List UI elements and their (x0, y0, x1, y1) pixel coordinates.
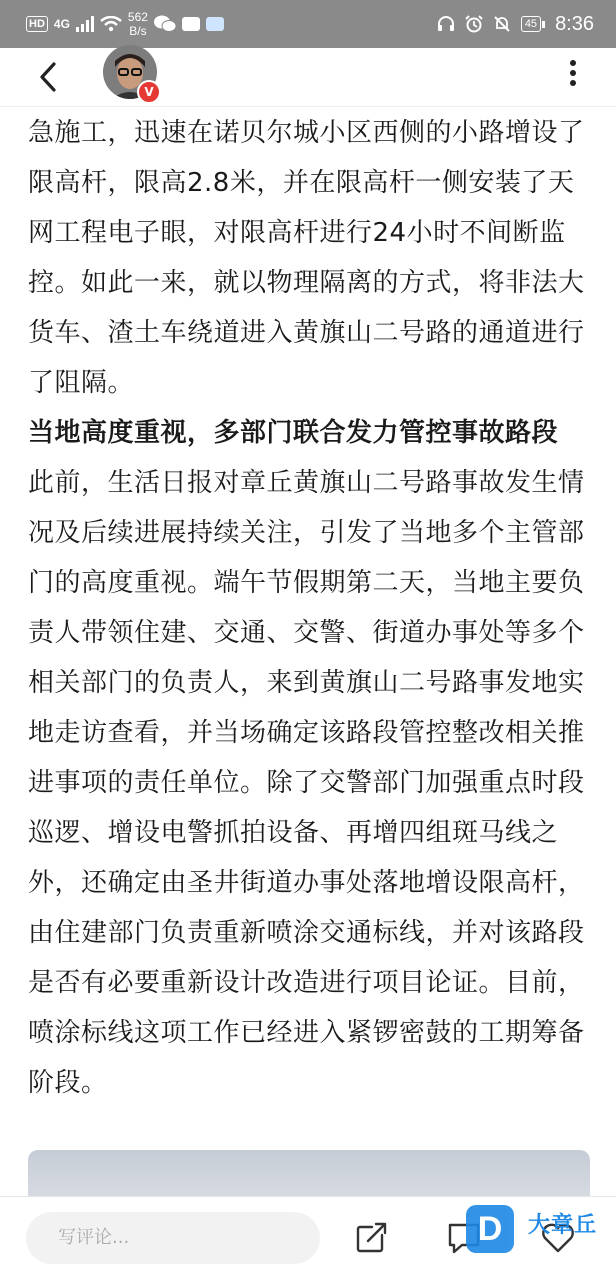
watermark-text: 大章丘 (528, 1213, 598, 1238)
wechat-icon (154, 15, 176, 33)
battery-indicator (521, 16, 545, 32)
speed-value: 562 (127, 10, 148, 24)
alarm-icon (465, 15, 483, 33)
mute-bell-icon (493, 15, 511, 33)
article-paragraph-1: 急施工，迅速在诺贝尔城小区西侧的小路增设了限高杆，限高2.8米，并在限高杆一侧安装了天网工程电子眼，对限高杆进行24小时不间断监控。如此一来，就以物理隔离的方式，将非法大货车、渣土车绕道进入黄旗山二号路的通道进行了阻隔。 (28, 118, 585, 398)
bottom-action-bar (0, 1196, 616, 1281)
article-header (0, 48, 616, 107)
battery-level: 45 (521, 16, 541, 32)
app-notification-icon (182, 17, 200, 31)
comment-input[interactable]: 写评论... (26, 1212, 320, 1264)
app-notification-icon-2 (206, 17, 224, 31)
more-vertical-icon[interactable] (568, 57, 578, 91)
signal-indicator: 4G (53, 17, 70, 31)
signal-bars-icon (76, 16, 94, 32)
article-paragraph-2: 此前，生活日报对章丘黄旗山二号路事故发生情况及后续进展持续关注，引发了当地多个主管部门的高度重视。端午节假期第二天，当地主要负责人带领住建、交通、交警、街道办事处等多个相关部门的负责人，来到黄旗山二号路事发地实地走访查看，并当场确定该路段管控整改相关推进事项的责任单位。除了交警部门加强重点时段巡逻、增设电警抓拍设备、再增四组斑马线之外，还确定由圣井街道办事处落地增设限高杆，由住建部门负责重新喷涂交通标线，并对该路段是否有必要重新设计改造进行项目论证。目前，喷涂标线这项工作已经进入紧锣密鼓的工期筹备阶段。 (28, 468, 585, 1098)
clock: 8:36 (555, 12, 594, 35)
article-body (28, 108, 590, 1108)
battery-tip (542, 21, 545, 28)
speed-unit: B/s (129, 24, 147, 38)
verified-badge: V (137, 80, 161, 104)
watermark-logo: D (466, 1205, 514, 1253)
article-image[interactable] (28, 1150, 590, 1200)
wifi-icon (100, 16, 122, 32)
article-subheading: 当地高度重视，多部门联合发力管控事故路段 (28, 418, 559, 448)
hd-indicator: HD (26, 16, 48, 32)
headset-icon (437, 15, 455, 33)
share-icon[interactable] (352, 1217, 392, 1257)
network-speed (128, 10, 148, 38)
status-bar (0, 0, 616, 48)
back-arrow-icon[interactable] (34, 60, 64, 94)
